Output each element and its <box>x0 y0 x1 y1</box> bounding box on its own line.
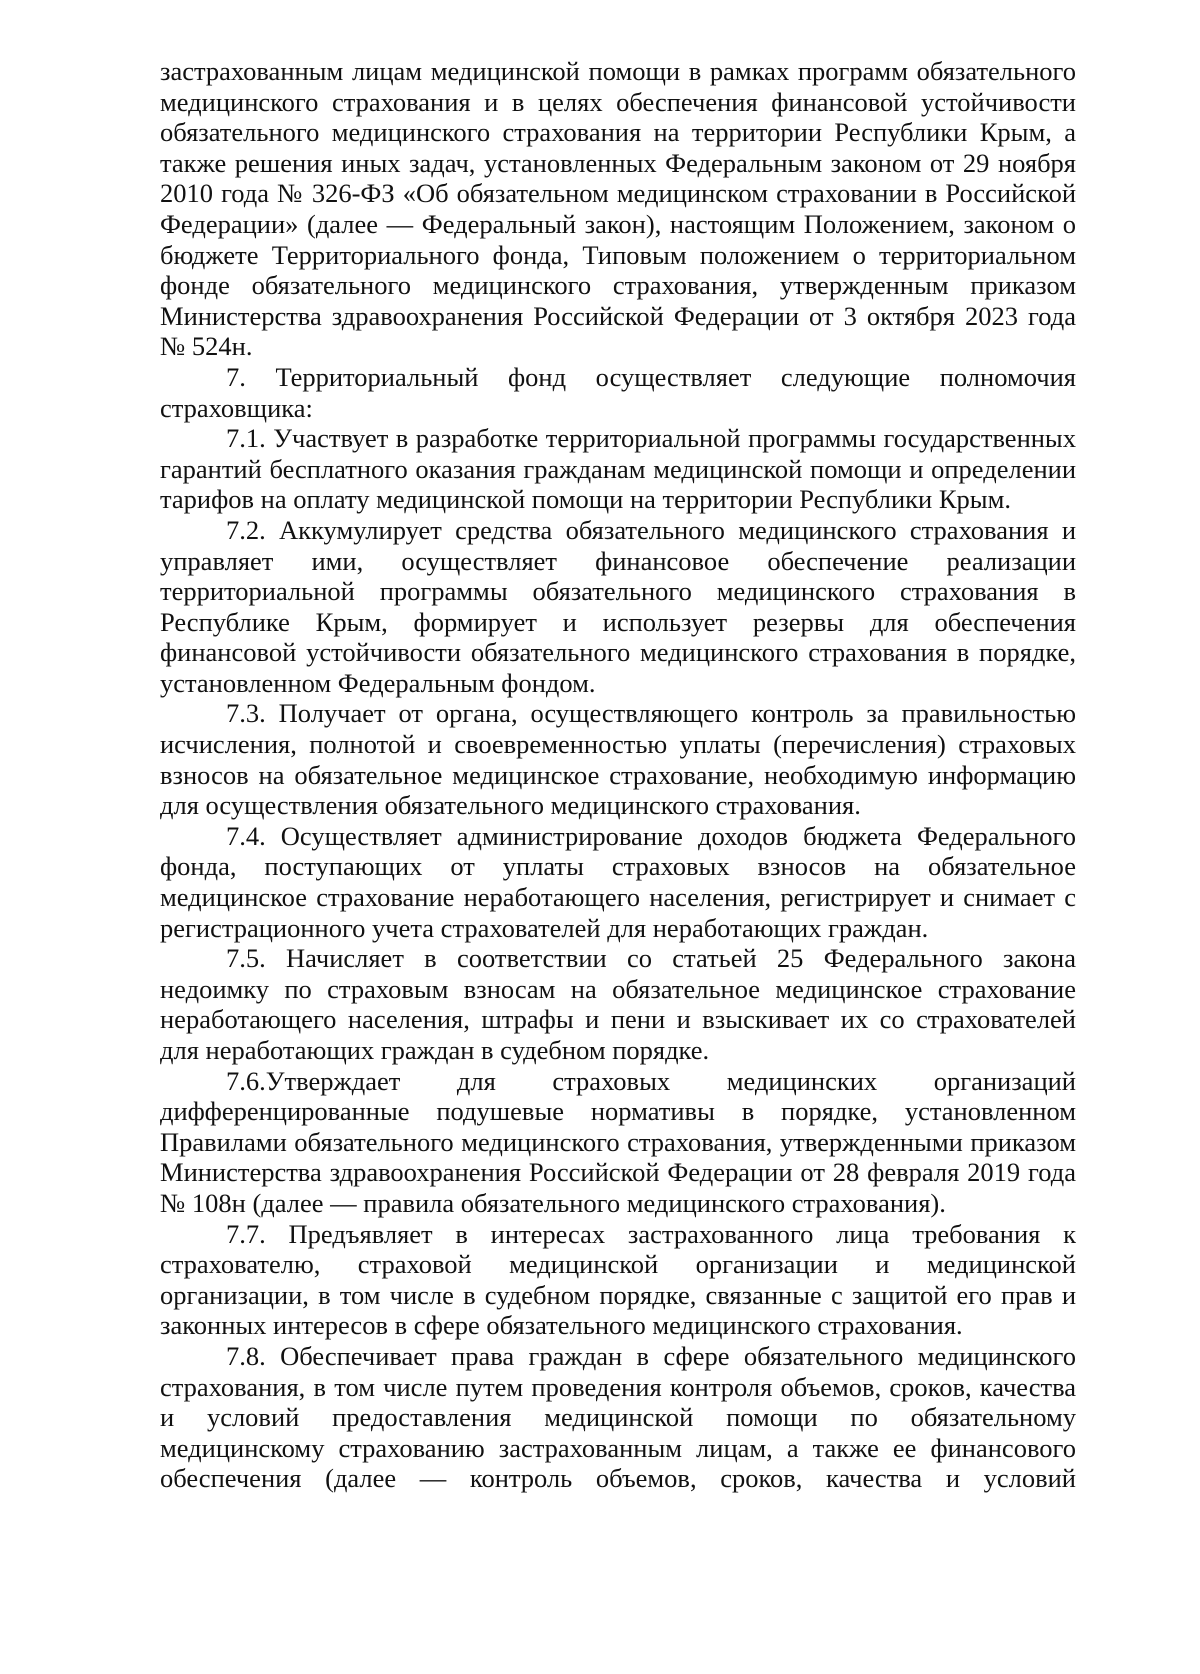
paragraph-7-8: 7.8. Обеспечивает права граждан в сфере обязательного медицинского страхования, в том числе путем проведения контроля объемов, сроков, качества и условий предоставления медицинской помощи по обязательному медицинскому страхованию застрахованным лицам, а также ее финансового обеспечения (далее — контроль объемов, сроков, качества и условий <box>160 1340 1076 1494</box>
paragraph-7-6: 7.6.Утверждает для страховых медицинских организаций дифференцированные подушевые нормативы в порядке, установленном Правилами обязательного медицинского страхования, утвержденными приказом Министерства здравоохранения Российской Федерации от 28 февраля 2019 года № 108н (далее — правила обязательного медицинского страхования). <box>160 1065 1076 1218</box>
paragraph-7-7: 7.7. Предъявляет в интересах застрахованного лица требования к страхователю, страховой медицинской организации и медицинской организации, в том числе в судебном порядке, связанные с защитой его прав и законных интересов в сфере обязательного медицинского страхования. <box>160 1218 1076 1341</box>
paragraph-7-3: 7.3. Получает от органа, осуществляющего контроль за правильностью исчисления, полнотой и своевременностью уплаты (перечисления) страховых взносов на обязательное медицинское страхование, необходимую информацию для осуществления обязательного медицинского страхования. <box>160 698 1076 821</box>
paragraph-7-1: 7.1. Участвует в разработке территориальной программы государственных гарантий бесплатного оказания гражданам медицинской помощи и определении тарифов на оплату медицинской помощи на территории Республики Крым. <box>160 423 1076 515</box>
paragraph-7-2: 7.2. Аккумулирует средства обязательного медицинского страхования и управляет ими, осуществляет финансовое обеспечение реализации территориальной программы обязательного медицинского страхования в Республике Крым, формирует и использует резервы для обеспечения финансовой устойчивости обязательного медицинского страхования в порядке, установленном Федеральным фондом. <box>160 514 1076 698</box>
paragraph-7-5: 7.5. Начисляет в соответствии со статьей 25 Федерального закона недоимку по страховым взносам на обязательное медицинское страхование неработающего населения, штрафы и пени и взыскивает их со страхователей для неработающих граждан в судебном порядке. <box>160 943 1076 1065</box>
paragraph-intro-continuation: застрахованным лицам медицинской помощи в рамках программ обязательного медицинского страхования и в целях обеспечения финансовой устойчивости обязательного медицинского страхования на территории Республики Крым, а также решения иных задач, установленных Федеральным законом от 29 ноября 2010 года № 326-ФЗ «Об обязательном медицинском страховании в Российской Федерации» (далее — Федеральный закон), настоящим Положением, законом о бюджете Территориального фонда, Типовым положением о территориальном фонде обязательного медицинского страхования, утвержденным приказом Министерства здравоохранения Российской Федерации от 3 октября 2023 года № 524н. <box>160 56 1076 362</box>
paragraph-7-4: 7.4. Осуществляет администрирование доходов бюджета Федерального фонда, поступающих от уплаты страховых взносов на обязательное медицинское страхование неработающего населения, регистрирует и снимает с регистрационного учета страхователей для неработающих граждан. <box>160 820 1076 943</box>
paragraph-7: 7. Территориальный фонд осуществляет следующие полномочия страховщика: <box>160 361 1076 423</box>
document-body <box>160 56 1076 1494</box>
